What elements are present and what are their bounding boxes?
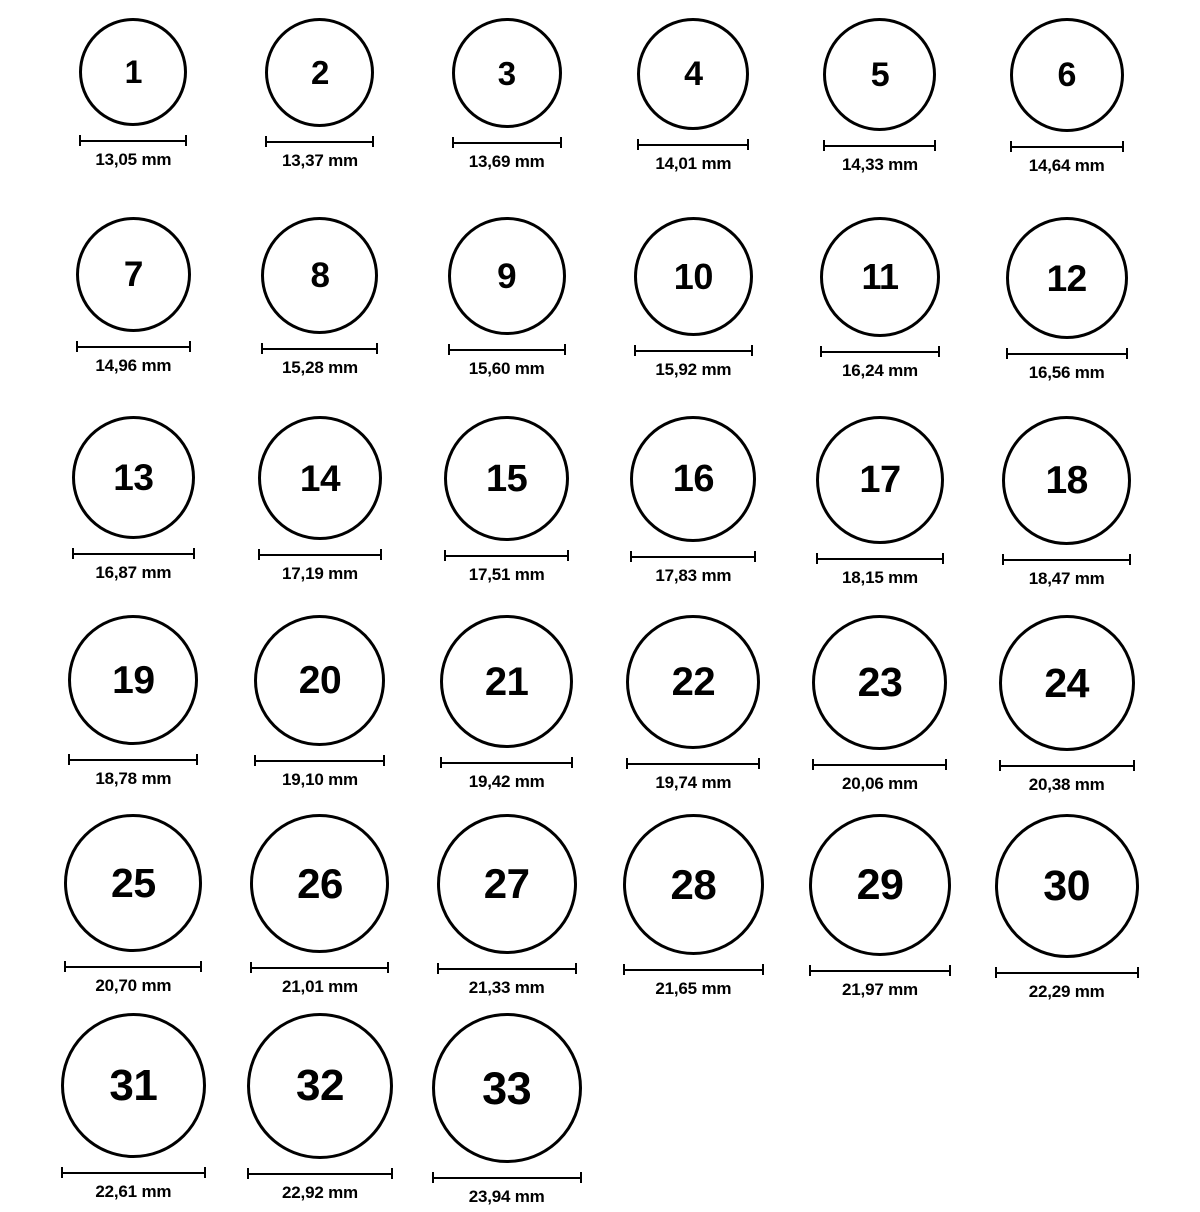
caliper-icon: [444, 550, 569, 561]
ring-circle: [261, 217, 378, 334]
ring-size-number: 18: [1045, 459, 1088, 502]
caliper-icon: [61, 1167, 206, 1178]
ring-measure: [265, 136, 374, 169]
ring-size-number: 29: [856, 860, 904, 909]
caliper-icon: [809, 965, 951, 976]
ring-diameter-label: 15,60 mm: [468, 359, 545, 378]
ring-circle: [444, 416, 569, 541]
ring-diameter-label: 13,37 mm: [282, 151, 358, 170]
ring-measure: [437, 963, 577, 996]
ring-circle: [812, 615, 947, 750]
caliper-icon: [823, 140, 936, 151]
ring-size-cell: [600, 416, 787, 615]
ring-size-cell: [600, 615, 787, 814]
ring-size-cell: [787, 217, 974, 416]
ring-circle: [630, 416, 756, 542]
ring-size-number: 20: [298, 659, 342, 702]
caliper-icon: [452, 137, 562, 148]
ring-diameter-label: 19,42 mm: [468, 772, 545, 791]
ring-size-cell: [600, 814, 787, 1013]
ring-size-number: 13: [113, 457, 154, 498]
ring-circle: [809, 814, 951, 956]
ring-size-number: 30: [1043, 861, 1091, 910]
ring-diameter-label: 14,64 mm: [1028, 156, 1105, 175]
ring-circle: [79, 18, 187, 126]
ring-size-number: 22: [671, 660, 716, 704]
ring-measure: [64, 961, 202, 994]
ring-measure: [452, 137, 562, 170]
ring-diameter-label: 20,06 mm: [842, 774, 918, 793]
ring-size-number: 10: [673, 255, 713, 297]
ring-diameter-label: 13,05 mm: [95, 150, 172, 169]
ring-size-cell: [787, 814, 974, 1013]
ring-size-cell: [227, 1013, 414, 1212]
ring-circle: [72, 416, 195, 539]
ring-size-number: 25: [111, 859, 156, 906]
caliper-icon: [995, 967, 1139, 978]
caliper-icon: [64, 961, 202, 972]
ring-measure: [623, 964, 764, 997]
caliper-icon: [630, 551, 756, 562]
ring-size-number: 24: [1044, 659, 1089, 706]
ring-size-number: 6: [1057, 56, 1076, 94]
ring-size-cell: [227, 217, 414, 416]
ring-circle: [448, 217, 566, 335]
ring-diameter-label: 16,24 mm: [842, 361, 918, 380]
ring-size-cell: [227, 615, 414, 814]
ring-diameter-label: 14,01 mm: [655, 154, 732, 173]
ring-size-number: 3: [497, 54, 516, 92]
ring-size-cell: [413, 18, 600, 217]
ring-circle: [247, 1013, 393, 1159]
ring-diameter-label: 14,33 mm: [842, 155, 918, 174]
ring-diameter-label: 15,28 mm: [282, 358, 358, 377]
caliper-icon: [1006, 348, 1128, 359]
ring-diameter-label: 16,87 mm: [95, 563, 172, 582]
ring-size-cell: [973, 416, 1160, 615]
ring-size-cell: [413, 1013, 600, 1212]
ring-size-number: 19: [112, 658, 155, 702]
ring-measure: [61, 1167, 206, 1200]
caliper-icon: [79, 135, 187, 146]
ring-measure: [823, 140, 936, 173]
ring-circle: [1006, 217, 1128, 339]
ring-measure: [68, 754, 198, 787]
caliper-icon: [440, 757, 573, 768]
caliper-icon: [1010, 141, 1124, 152]
ring-measure: [637, 139, 749, 172]
caliper-icon: [72, 548, 195, 559]
caliper-icon: [626, 758, 760, 769]
ring-measure: [440, 757, 573, 790]
ring-diameter-label: 21,33 mm: [468, 978, 545, 997]
caliper-icon: [247, 1168, 393, 1179]
ring-circle: [1002, 416, 1131, 545]
caliper-icon: [68, 754, 198, 765]
ring-size-cell: [413, 615, 600, 814]
ring-diameter-label: 19,74 mm: [655, 773, 732, 792]
caliper-icon: [265, 136, 374, 147]
ring-circle: [432, 1013, 582, 1163]
ring-circle: [254, 615, 385, 746]
ring-circle: [76, 217, 191, 332]
ring-measure: [79, 135, 187, 168]
caliper-icon: [437, 963, 577, 974]
ring-diameter-label: 18,47 mm: [1028, 569, 1105, 588]
ring-size-number: 7: [123, 255, 143, 294]
ring-circle: [258, 416, 382, 540]
caliper-icon: [820, 346, 940, 357]
ring-circle: [1010, 18, 1124, 132]
caliper-icon: [261, 343, 378, 354]
ring-size-cell: [40, 416, 227, 615]
ring-size-grid: [40, 18, 1160, 1212]
ring-circle: [820, 217, 940, 337]
ring-size-number: 21: [484, 659, 529, 704]
ring-diameter-label: 17,83 mm: [655, 566, 732, 585]
ring-circle: [816, 416, 944, 544]
ring-measure: [1006, 348, 1128, 381]
ring-circle: [64, 814, 202, 952]
ring-size-cell: [973, 18, 1160, 217]
ring-size-number: 14: [299, 457, 341, 499]
ring-size-cell: [787, 615, 974, 814]
ring-measure: [448, 344, 566, 377]
ring-diameter-label: 21,01 mm: [282, 977, 358, 996]
ring-diameter-label: 17,51 mm: [468, 565, 545, 584]
ring-measure: [634, 345, 753, 378]
ring-size-cell: [973, 814, 1160, 1013]
ring-measure: [995, 967, 1139, 1000]
ring-size-cell: [413, 814, 600, 1013]
ring-size-number: 17: [859, 459, 901, 501]
ring-circle: [265, 18, 374, 127]
ring-circle: [995, 814, 1139, 958]
ring-size-cell: [227, 814, 414, 1013]
ring-size-number: 27: [483, 860, 530, 907]
ring-circle: [61, 1013, 206, 1158]
ring-size-number: 23: [857, 659, 903, 705]
ring-size-cell: [227, 416, 414, 615]
ring-circle: [623, 814, 764, 955]
ring-measure: [816, 553, 944, 586]
ring-circle: [637, 18, 749, 130]
ring-size-number: 31: [109, 1060, 158, 1110]
ring-size-cell: [787, 416, 974, 615]
ring-measure: [250, 962, 389, 995]
ring-size-cell: [40, 18, 227, 217]
ring-size-number: 28: [670, 860, 717, 908]
ring-size-cell: [227, 18, 414, 217]
ring-diameter-label: 14,96 mm: [95, 356, 172, 375]
ring-measure: [247, 1168, 393, 1201]
ring-diameter-label: 15,92 mm: [655, 360, 732, 379]
caliper-icon: [432, 1172, 582, 1183]
ring-circle: [437, 814, 577, 954]
ring-size-number: 1: [124, 54, 142, 90]
ring-diameter-label: 18,78 mm: [95, 769, 172, 788]
ring-size-number: 5: [870, 55, 890, 94]
caliper-icon: [816, 553, 944, 564]
ring-diameter-label: 19,10 mm: [282, 770, 358, 789]
ring-circle: [250, 814, 389, 953]
ring-measure: [76, 341, 191, 374]
ring-size-cell: [600, 217, 787, 416]
ring-measure: [1010, 141, 1124, 174]
ring-size-number: 32: [296, 1061, 344, 1110]
ring-diameter-label: 21,65 mm: [655, 979, 732, 998]
ring-measure: [812, 759, 947, 792]
ring-diameter-label: 20,70 mm: [95, 976, 172, 995]
ring-size-cell: [413, 416, 600, 615]
ring-size-number: 2: [311, 54, 329, 91]
caliper-icon: [258, 549, 382, 560]
ring-size-cell: [973, 217, 1160, 416]
ring-measure: [432, 1172, 582, 1205]
ring-diameter-label: 17,19 mm: [282, 564, 358, 583]
ring-circle: [626, 615, 760, 749]
ring-measure: [999, 760, 1135, 793]
ring-size-number: 16: [672, 458, 714, 500]
ring-circle: [452, 18, 562, 128]
ring-circle: [440, 615, 573, 748]
caliper-icon: [250, 962, 389, 973]
ring-diameter-label: 22,61 mm: [95, 1182, 172, 1201]
ring-size-number: 11: [861, 256, 899, 297]
ring-size-number: 4: [684, 55, 703, 93]
ring-measure: [1002, 554, 1131, 587]
ring-size-number: 26: [297, 859, 343, 907]
caliper-icon: [76, 341, 191, 352]
caliper-icon: [637, 139, 749, 150]
ring-measure: [72, 548, 195, 581]
ring-diameter-label: 23,94 mm: [468, 1187, 545, 1206]
ring-size-number: 9: [497, 256, 517, 296]
ring-diameter-label: 20,38 mm: [1028, 775, 1105, 794]
ring-circle: [68, 615, 198, 745]
caliper-icon: [254, 755, 385, 766]
caliper-icon: [623, 964, 764, 975]
ring-size-cell: [973, 615, 1160, 814]
ring-size-number: 15: [486, 457, 528, 500]
ring-measure: [444, 550, 569, 583]
ring-measure: [261, 343, 378, 376]
ring-measure: [809, 965, 951, 998]
caliper-icon: [634, 345, 753, 356]
ring-measure: [254, 755, 385, 788]
ring-size-cell: [40, 615, 227, 814]
caliper-icon: [448, 344, 566, 355]
caliper-icon: [812, 759, 947, 770]
ring-size-number: 33: [482, 1062, 532, 1114]
ring-diameter-label: 18,15 mm: [842, 568, 918, 587]
ring-size-number: 12: [1046, 257, 1087, 299]
ring-measure: [626, 758, 760, 791]
ring-circle: [823, 18, 936, 131]
ring-diameter-label: 16,56 mm: [1028, 363, 1105, 382]
ring-size-cell: [413, 217, 600, 416]
ring-measure: [630, 551, 756, 584]
ring-measure: [258, 549, 382, 582]
ring-size-cell: [40, 814, 227, 1013]
caliper-icon: [1002, 554, 1131, 565]
ring-diameter-label: 22,92 mm: [282, 1183, 358, 1202]
ring-size-cell: [40, 1013, 227, 1212]
ring-diameter-label: 21,97 mm: [842, 980, 918, 999]
ring-measure: [820, 346, 940, 379]
ring-size-number: 8: [310, 256, 330, 295]
ring-circle: [634, 217, 753, 336]
ring-size-cell: [600, 18, 787, 217]
ring-size-cell: [40, 217, 227, 416]
caliper-icon: [999, 760, 1135, 771]
ring-diameter-label: 22,29 mm: [1028, 982, 1105, 1001]
ring-diameter-label: 13,69 mm: [468, 152, 545, 171]
ring-circle: [999, 615, 1135, 751]
ring-size-cell: [787, 18, 974, 217]
